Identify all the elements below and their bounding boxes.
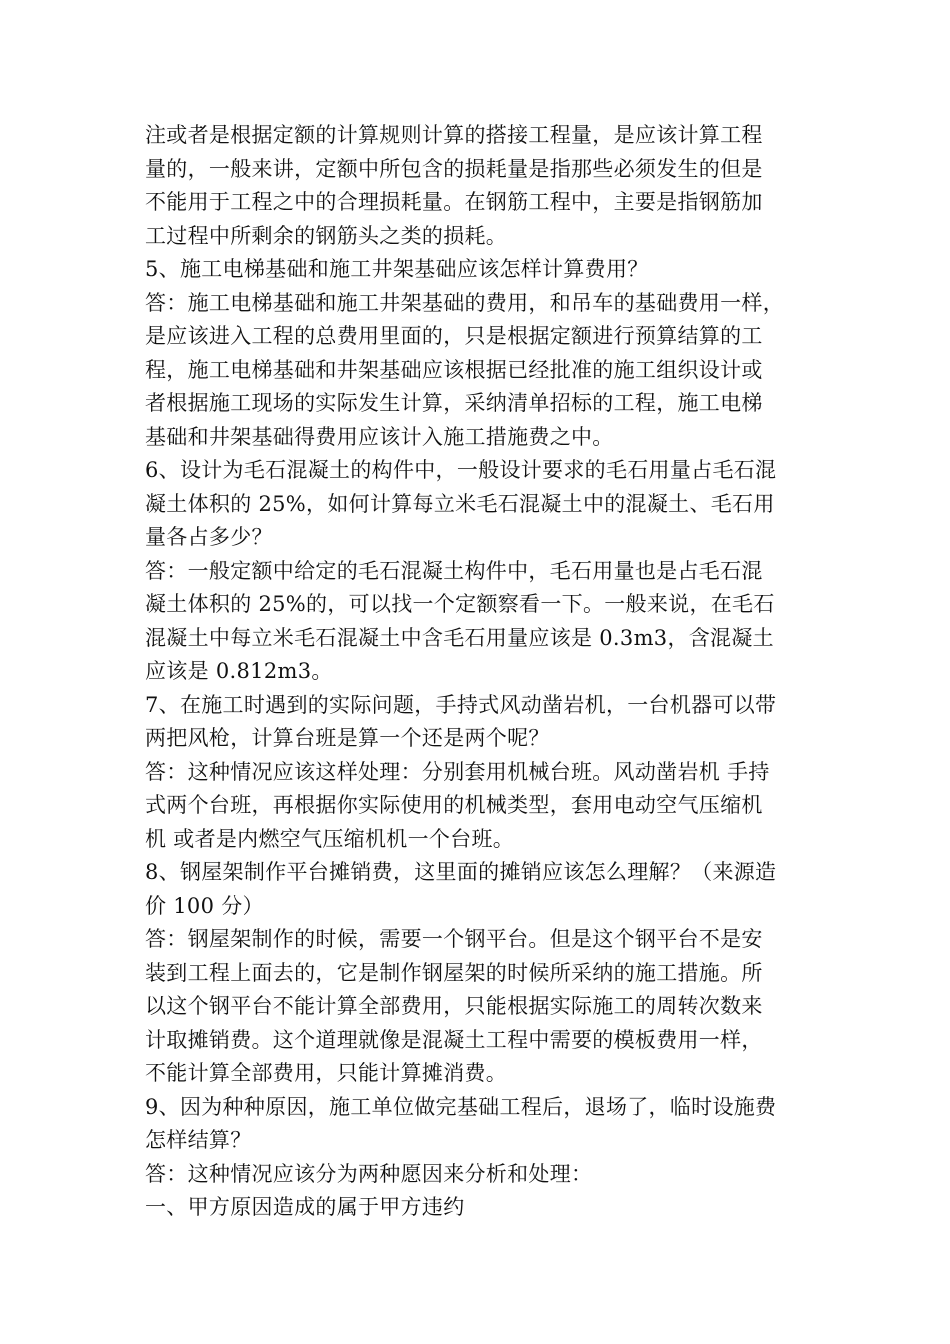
answer-7-line: 答：这种情况应该这样处理：分别套用机械台班。风动凿岩机 手持 — [145, 759, 770, 784]
text-line: 装到工程上面去的，它是制作钢屋架的时候所采纳的施工措施。所 — [145, 960, 763, 985]
text-line: 凝土体积的 25%，如何计算每立米毛石混凝土中的混凝土、毛石用 — [145, 491, 775, 516]
question-6: 6、设计为毛石混凝土的构件中，一般设计要求的毛石用量占毛石混 — [145, 458, 777, 482]
text-line: 价 100 分） — [145, 893, 264, 918]
question-9: 9、因为种种原因，施工单位做完基础工程后，退场了，临时设施费 — [145, 1094, 777, 1119]
text-line: 凝土体积的 25%的，可以找一个定额察看一下。一般来说，在毛石 — [145, 592, 775, 616]
text-line: 是应该进入工程的总费用里面的，只是根据定额进行预算结算的工 — [145, 324, 763, 348]
text-line: 怎样结算？ — [145, 1128, 252, 1152]
answer-9-line: 答：这种情况应该分为两种愿因来分析和处理： — [145, 1161, 593, 1186]
answer-5-line: 答：施工电梯基础和施工井架基础的费用，和吊车的基础费用一样， — [145, 290, 784, 315]
text-line: 程，施工电梯基础和井架基础应该根据已经批准的施工组织设计或 — [145, 357, 763, 382]
text-line: 注或者是根据定额的计算规则计算的搭接工程量，是应该计算工程 — [145, 123, 763, 147]
question-8: 8、钢屋架制作平台摊销费，这里面的摊销应该怎么理解？（来源造 — [145, 860, 777, 884]
text-line: 基础和井架基础得费用应该计入施工措施费之中。 — [145, 424, 614, 449]
document-body — [145, 119, 825, 1225]
text-line: 式两个台班，再根据你实际使用的机械类型，套用电动空气压缩机 — [145, 793, 763, 817]
text-line: 量的，一般来讲，定额中所包含的损耗量是指那些必须发生的但是 — [145, 156, 763, 181]
text-line: 者根据施工现场的实际发生计算，采纳清单招标的工程，施工电梯 — [145, 391, 763, 415]
text-line: 不能计算全部费用，只能计算摊消费。 — [145, 1061, 508, 1085]
text-line: 机 或者是内燃空气压缩机机一个台班。 — [145, 826, 515, 851]
text-line: 两把风枪，计算台班是算一个还是两个呢？ — [145, 726, 550, 750]
question-7: 7、在施工时遇到的实际问题，手持式风动凿岩机，一台机器可以带 — [145, 692, 777, 717]
answer-8-line: 答：钢屋架制作的时候，需要一个钢平台。但是这个钢平台不是安 — [145, 927, 763, 951]
text-line: 计取摊销费。这个道理就像是混凝土工程中需要的模板费用一样， — [145, 1027, 763, 1052]
text-line: 以这个钢平台不能计算全部费用，只能根据实际施工的周转次数来 — [145, 994, 763, 1018]
text-line: 混凝土中每立米毛石混凝土中含毛石用量应该是 0.3m3，含混凝土 — [145, 625, 774, 650]
text-line: 工过程中所剩余的钢筋头之类的损耗。 — [145, 223, 508, 248]
text-line: 应该是 0.812m3。 — [145, 659, 333, 683]
answer-6-line: 答：一般定额中给定的毛石混凝土构件中，毛石用量也是占毛石混 — [145, 558, 763, 583]
text-line: 量各占多少？ — [145, 525, 273, 549]
text-line: 一、甲方原因造成的属于甲方违约 — [145, 1195, 465, 1219]
question-5: 5、施工电梯基础和施工井架基础应该怎样计算费用？ — [145, 257, 649, 281]
text-line: 不能用于工程之中的合理损耗量。在钢筋工程中，主要是指钢筋加 — [145, 190, 763, 214]
